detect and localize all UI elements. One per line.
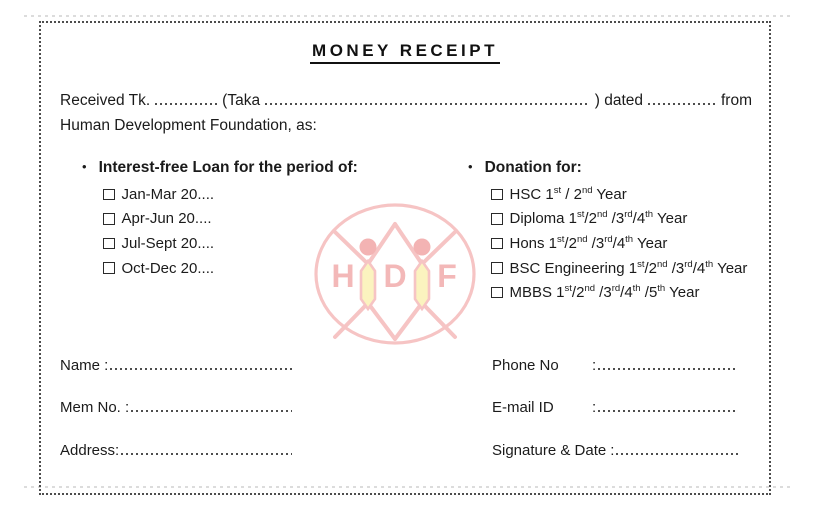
- mem-no-blank-line: [131, 410, 292, 412]
- donation-option-diploma: [491, 207, 770, 232]
- bullet-icon: •: [82, 159, 87, 174]
- name-field: [60, 357, 292, 374]
- signature-date-label: Signature & Date: [492, 442, 607, 459]
- logo-letter-h: H: [331, 258, 355, 294]
- name-blank-line: [110, 368, 292, 370]
- organization-line: Human Development Foundation, as:: [60, 117, 317, 134]
- amount-words-blank-line: [265, 103, 590, 105]
- loan-option-label: Jul-Sept 20....: [121, 234, 215, 252]
- loan-section-heading: Interest-free Loan for the period of:: [98, 159, 358, 176]
- donation-option-mbbs: [491, 280, 770, 305]
- loan-option-apr-jun: [103, 207, 412, 232]
- email-id-field: [492, 399, 738, 416]
- email-id-blank-line: [598, 410, 738, 412]
- document-title: MONEY RECEIPT: [310, 41, 500, 64]
- bullet-icon: •: [468, 159, 473, 174]
- email-id-label: E-mail ID: [492, 399, 554, 416]
- signature-date-colon: :: [610, 442, 615, 459]
- donation-section-heading: Donation for:: [484, 159, 582, 176]
- loan-option-label: Oct-Dec 20....: [121, 259, 215, 277]
- phone-no-label: Phone No: [492, 357, 559, 374]
- name-label: Name :: [60, 357, 109, 374]
- received-tk-label: Received Tk.: [60, 92, 151, 109]
- phone-no-colon: :: [592, 357, 597, 374]
- donation-option-hons: [491, 231, 770, 256]
- dated-label: ) dated: [594, 92, 643, 109]
- taka-label: (Taka: [222, 92, 261, 109]
- donation-section: [468, 159, 770, 305]
- checkbox-icon: [491, 262, 503, 274]
- checkbox-icon: [103, 262, 115, 274]
- donation-option-label: Hons 1st/2nd /3rd/4th Year: [509, 233, 668, 252]
- mem-no-label: Mem No. :: [60, 399, 130, 416]
- amount-blank-line: [155, 103, 217, 105]
- donation-option-hsc: [491, 182, 770, 207]
- checkbox-icon: [103, 238, 115, 250]
- checkbox-icon: [491, 287, 503, 299]
- received-line: [60, 92, 752, 110]
- donation-section-heading-row: [468, 159, 770, 180]
- loan-option-label: Jan-Mar 20....: [121, 185, 215, 203]
- phone-no-field: [492, 357, 738, 374]
- donation-option-label: HSC 1st / 2nd Year: [509, 184, 627, 203]
- donation-options-list: [468, 182, 770, 305]
- signature-date-blank-line: [616, 453, 738, 455]
- from-label: from: [721, 92, 752, 109]
- checkbox-icon: [491, 213, 503, 225]
- title-row: [40, 41, 770, 64]
- donation-option-bsc-engineering: [491, 256, 770, 281]
- donation-option-label: Diploma 1st/2nd /3rd/4th Year: [509, 209, 688, 228]
- address-blank-line: [121, 453, 292, 455]
- loan-section: [82, 159, 412, 280]
- loan-option-jul-sept: [103, 231, 412, 256]
- checkbox-icon: [103, 189, 115, 201]
- loan-option-jan-mar: [103, 182, 412, 207]
- signature-date-field: [492, 442, 738, 459]
- checkbox-icon: [491, 189, 503, 201]
- logo-letter-f: F: [437, 258, 457, 294]
- phone-no-blank-line: [598, 368, 738, 370]
- email-id-colon: :: [592, 399, 597, 416]
- donation-option-label: MBBS 1st/2nd /3rd/4th /5th Year: [509, 283, 700, 302]
- loan-option-oct-dec: [103, 256, 412, 281]
- address-field: [60, 442, 292, 459]
- logo-letter-d: D: [383, 258, 407, 294]
- checkbox-icon: [491, 238, 503, 250]
- loan-options-list: [82, 182, 412, 280]
- date-blank-line: [648, 103, 716, 105]
- loan-option-label: Apr-Jun 20....: [121, 210, 212, 228]
- mem-no-field: [60, 399, 292, 416]
- loan-section-heading-row: [82, 159, 412, 180]
- perforation-line-top: [24, 15, 794, 17]
- address-label: Address:: [60, 442, 120, 459]
- donation-option-label: BSC Engineering 1st/2nd /3rd/4th Year: [509, 258, 748, 277]
- checkbox-icon: [103, 213, 115, 225]
